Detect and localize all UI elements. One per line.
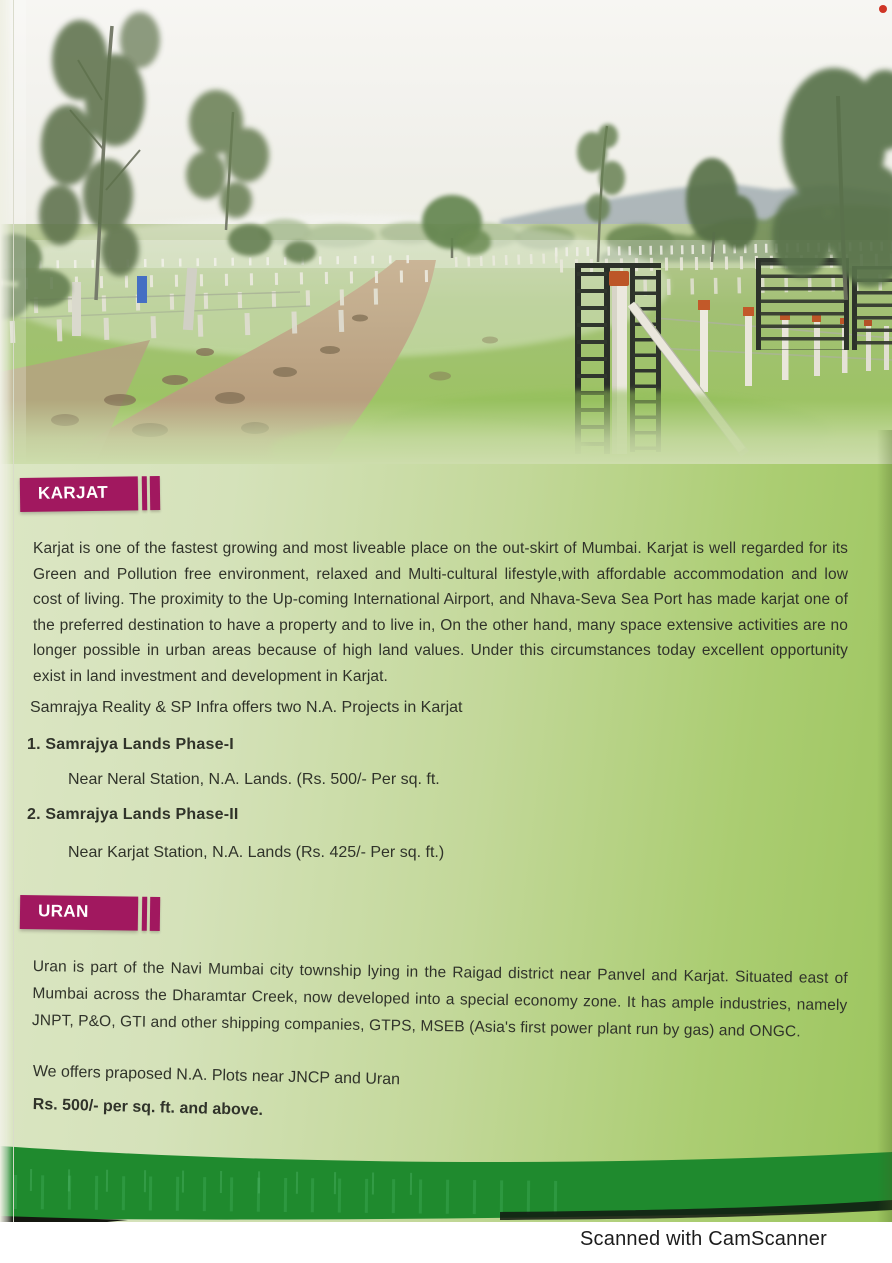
scan-right-shadow — [877, 430, 892, 1222]
banner-stripe — [142, 476, 147, 510]
project-1-detail: Near Neral Station, N.A. Lands. (Rs. 500/- Per sq. ft. — [68, 771, 440, 788]
red-corner-mark — [879, 5, 887, 13]
uran-paragraph: Uran is part of the Navi Mumbai city township lying in the Raigad district near Panvel and Karjat. Situated east of Mumbai across the Dharamtar Creek, now developed into a special economy zone. It has ample industries, namely JNPT, P&O, GTI and other shipping companies, GTPS, MSEB (Asia's first power plant run by gas) and ONGC. — [31, 957, 848, 1041]
land-photo — [0, 0, 892, 462]
karjat-section-banner — [20, 476, 160, 512]
banner-stripe — [142, 897, 147, 931]
project-2-detail: Near Karjat Station, N.A. Lands (Rs. 425/- Per sq. ft.) — [68, 844, 445, 861]
land-photo-art — [0, 0, 892, 462]
uran-price-line: Rs. 500/- per sq. ft. and above. — [32, 1096, 264, 1120]
scan-left-edge — [0, 0, 14, 1222]
footer-green-bar — [0, 1140, 892, 1222]
karjat-heading: KARJAT — [20, 476, 138, 512]
banner-stripe — [150, 897, 160, 931]
uran-offer-line: We offers praposed N.A. Plots near JNCP and Uran — [32, 1063, 401, 1089]
uran-heading: URAN — [20, 895, 138, 931]
karjat-paragraph: Karjat is one of the fastest growing and most liveable place on the out-skirt of Mumbai. Karjat is well regarded for its Green and Pollution free environment, relaxed and Multi-cultural lifestyle,with affordable accommodation and low cost of living. The proximity to the Up-coming International Airport, and Nhava-Seva Sea Port has made karjat one of the preferred destination to have a property and to live in, On the other hand, many space extensive activities are no longer possible in urban areas because of high land values. Under this circumstances today excellent opportunity exist in land investment and development in Karjat. — [33, 540, 848, 685]
photo-wash — [0, 0, 892, 462]
uran-section-banner — [20, 895, 160, 931]
banner-stripe — [150, 476, 160, 510]
project-1-title: 1. Samrajya Lands Phase-I — [27, 736, 234, 753]
project-2-title: 2. Samrajya Lands Phase-II — [27, 806, 239, 823]
karjat-projects-intro: Samrajya Reality & SP Infra offers two N.A. Projects in Karjat — [30, 699, 463, 716]
camscanner-strip — [0, 1222, 892, 1263]
camscanner-credit: Scanned with CamScanner — [580, 1228, 827, 1250]
